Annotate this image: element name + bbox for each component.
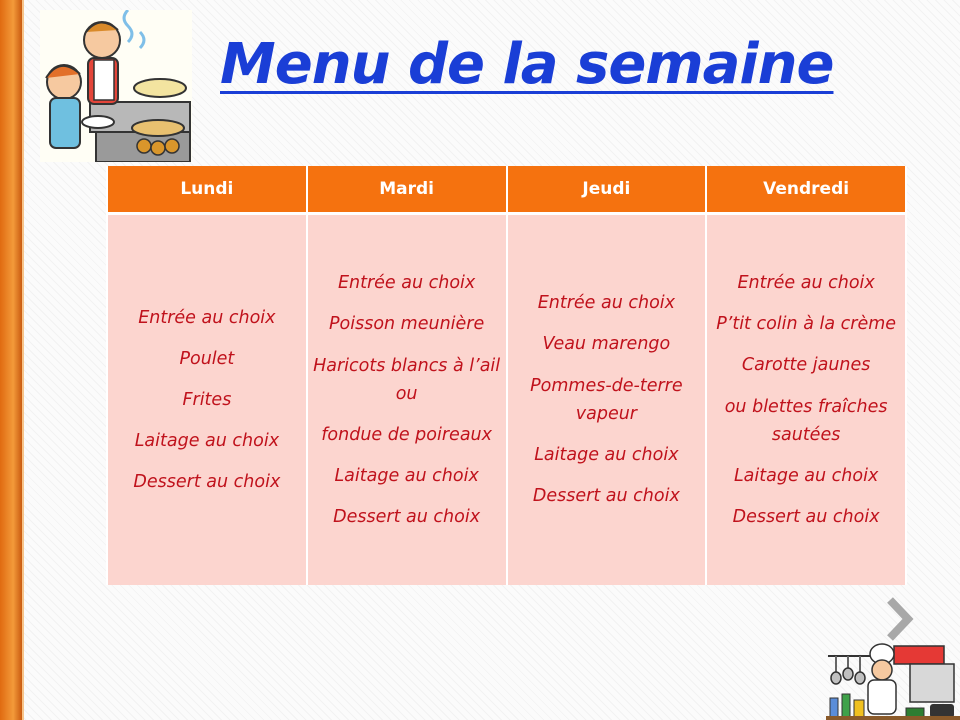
header-day: Mardi <box>307 166 507 214</box>
chevron-right-icon[interactable] <box>886 596 916 642</box>
dish-item: Laitage au choix <box>134 430 280 451</box>
left-accent-bar <box>0 0 22 720</box>
menu-cell-lundi <box>107 214 307 586</box>
chef-kitchen-clipart-icon <box>826 640 960 720</box>
dish-item: Poulet <box>179 348 235 369</box>
cafeteria-clipart-icon <box>40 10 192 162</box>
dish-item: Laitage au choix <box>334 465 479 486</box>
dish-item: Carotte jaunes <box>741 354 871 375</box>
page-title: Menu de la semaine <box>220 32 834 97</box>
header-day: Jeudi <box>507 166 707 214</box>
dish-item: Pommes-de-terre vapeur <box>530 376 683 424</box>
dish-item: Haricots blancs à l’ail ou <box>313 355 501 404</box>
dish-item: Dessert au choix <box>333 506 481 527</box>
dish-item: Veau marengo <box>542 334 671 354</box>
menu-cell-mardi <box>307 214 507 586</box>
menu-header-row <box>107 166 906 214</box>
dish-item: Entrée au choix <box>138 307 276 328</box>
header-day: Vendredi <box>706 166 906 214</box>
dish-item: fondue de poireaux <box>321 424 492 445</box>
dish-item: Dessert au choix <box>732 506 880 527</box>
dish-item: P’tit colin à la crème <box>716 313 897 334</box>
weekly-menu-table <box>106 166 907 585</box>
menu-cell-vendredi <box>706 214 906 586</box>
dish-item: Frites <box>182 389 232 410</box>
dish-item: Laitage au choix <box>534 445 679 465</box>
menu-body-row <box>107 214 906 586</box>
dish-item: Poisson meunière <box>328 313 485 334</box>
dish-item: Entrée au choix <box>737 272 875 293</box>
dish-item: ou blettes fraîches sautées <box>724 396 888 445</box>
header-day: Lundi <box>107 166 307 214</box>
menu-cell-jeudi <box>507 214 707 586</box>
dish-item: Laitage au choix <box>733 465 879 486</box>
dish-item: Entrée au choix <box>337 272 476 293</box>
dish-item: Dessert au choix <box>133 471 281 492</box>
dish-item: Entrée au choix <box>537 293 676 313</box>
dish-item: Dessert au choix <box>532 486 680 506</box>
